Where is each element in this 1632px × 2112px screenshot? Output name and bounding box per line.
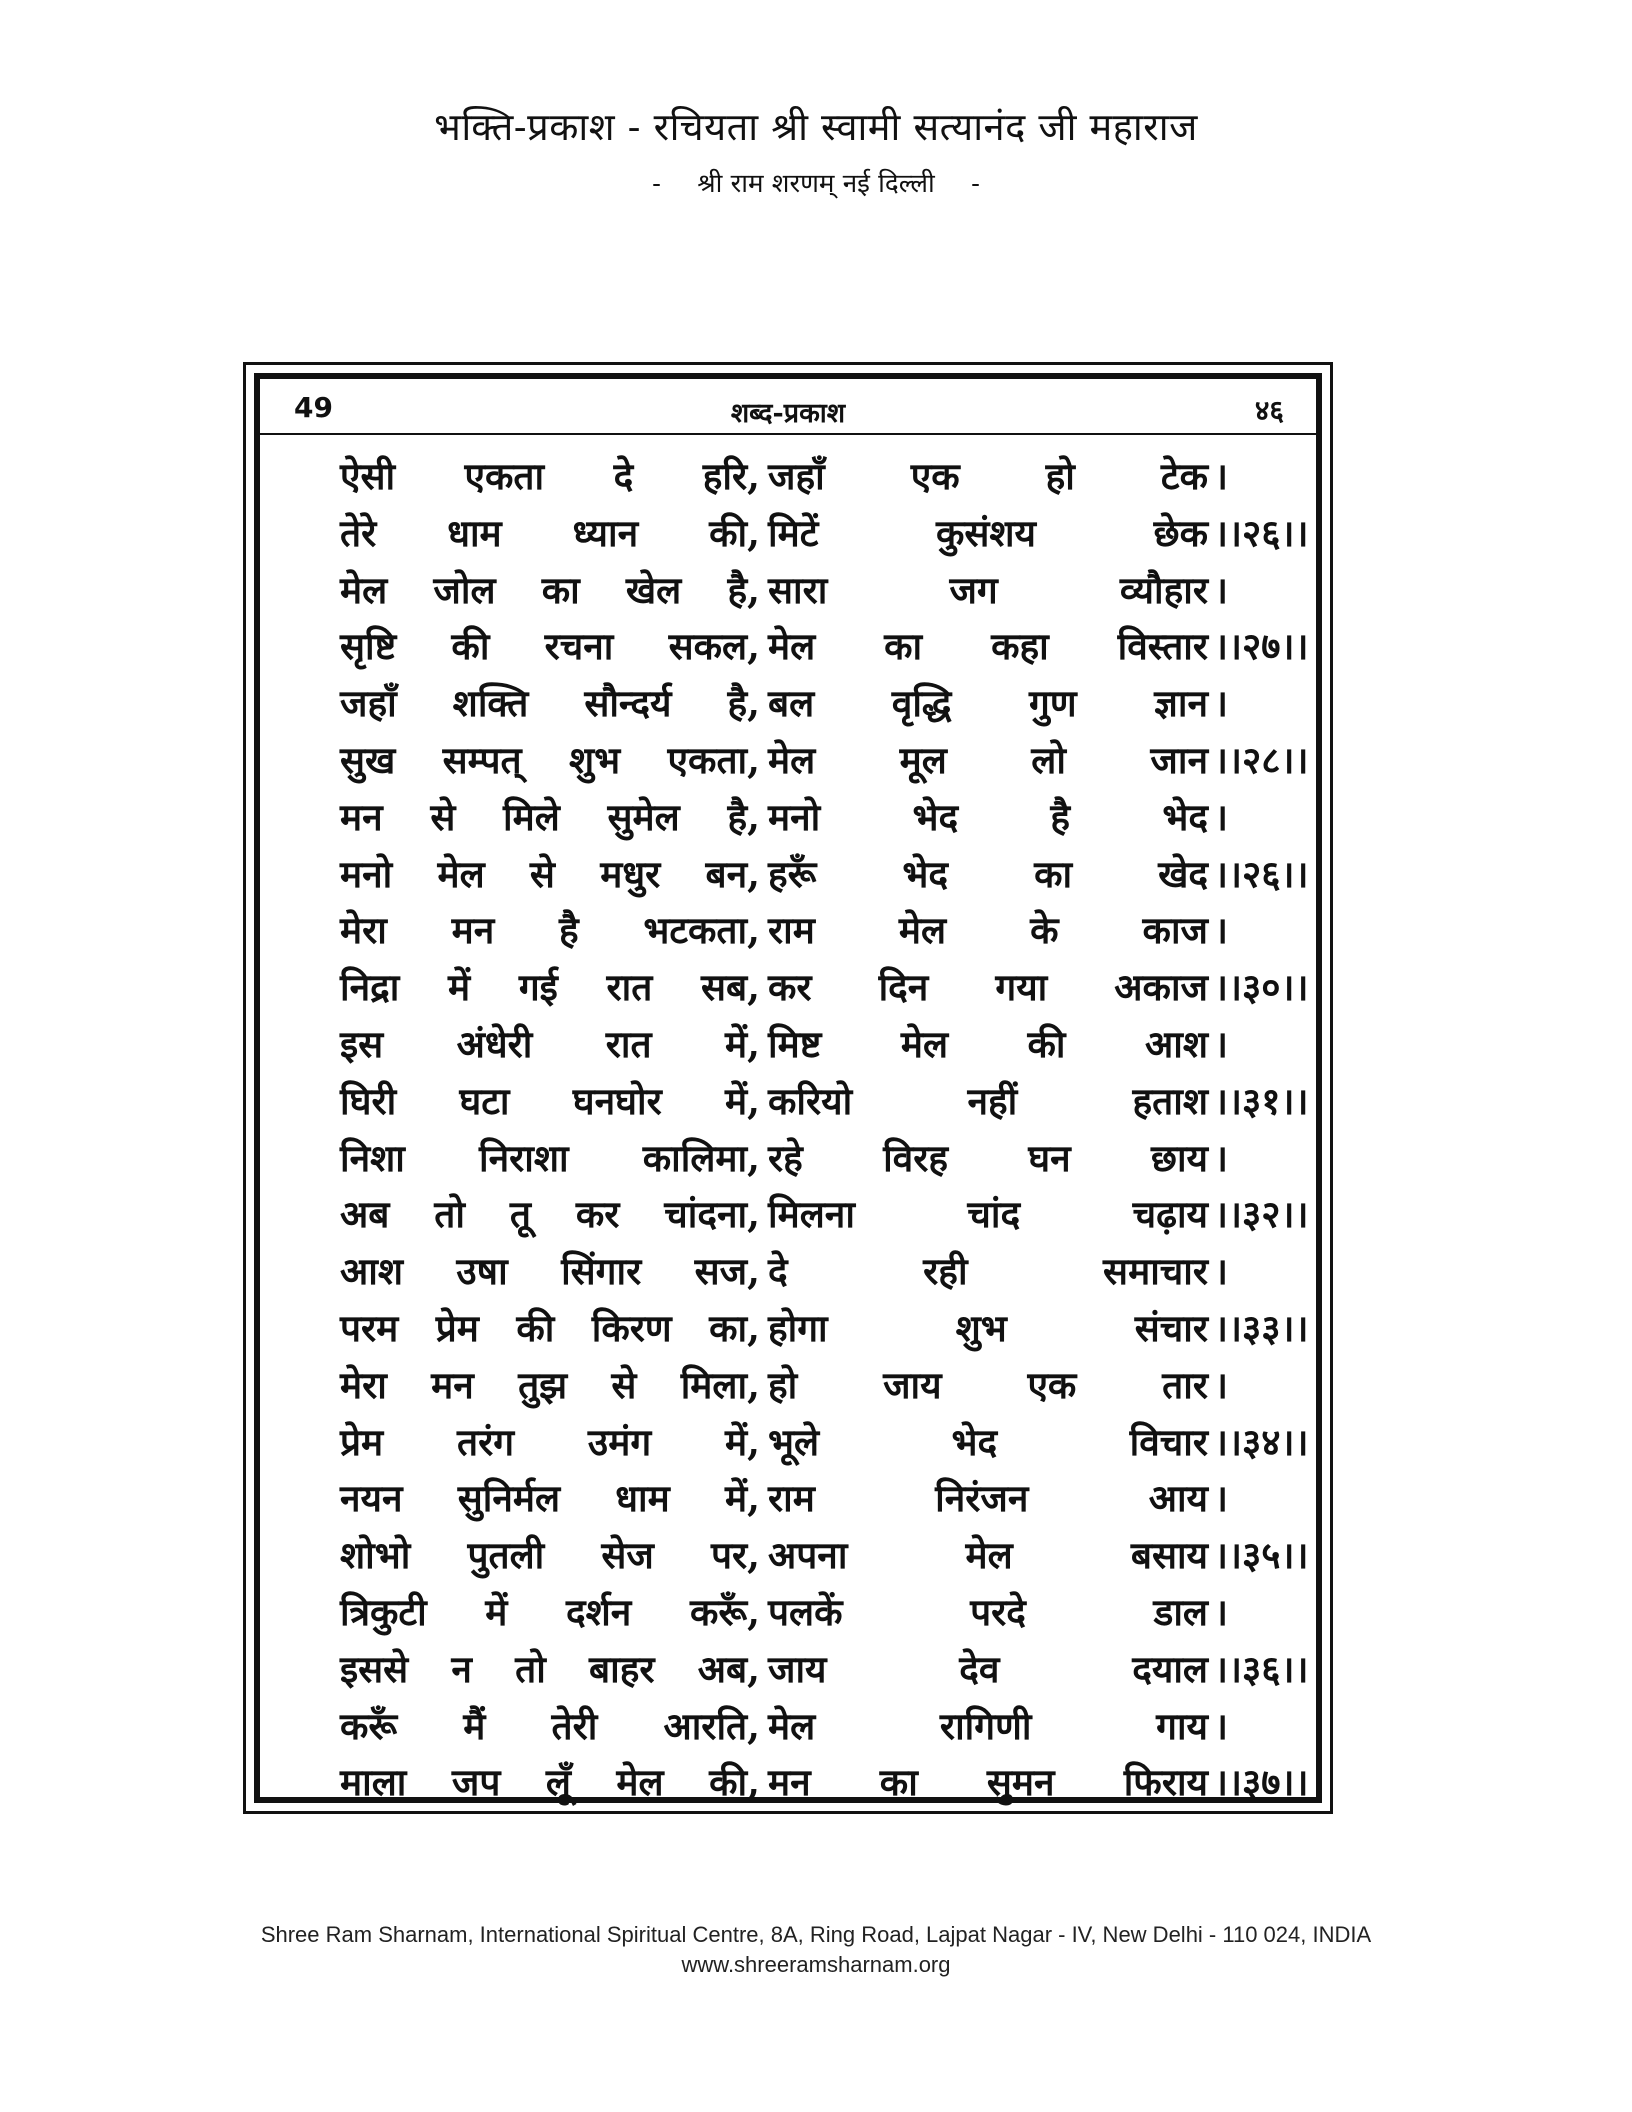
verse-left: सुख सम्पत् शुभ एकता, [340,737,760,782]
verse-left: ऐसी एकता दे हरि, [340,454,760,498]
verse-line [340,1073,1309,1130]
verse-line [340,562,1240,619]
verse-end-mark: ।।३४।। [1214,1419,1309,1464]
verse-left: माला जप लूँ मेल की, [340,1760,760,1805]
verse-line [340,1186,1309,1243]
verse-right: कर दिन गया अकाज [768,965,1208,1010]
verse-line [340,1243,1240,1300]
verse-end-mark: ।।२६।। [1214,510,1309,555]
verse-end-mark: । [1214,1703,1229,1748]
verse-right: मन का सुमन फिराय [768,1760,1208,1805]
verse-line [340,1300,1309,1357]
verse-left: मेरा मन तुझ से मिला, [340,1362,760,1407]
verse-left: मन से मिले सुमेल है, [340,794,760,839]
verse-line [340,618,1309,675]
verse-line [340,1470,1240,1527]
page-number-devanagari: ४६ [1254,394,1284,427]
verse-line [340,846,1309,903]
verse-right: मिलना चांद चढ़ाय [768,1192,1208,1237]
verse-right: जाय देव दयाल [768,1646,1208,1691]
verse-line [340,789,1240,846]
verse-end-mark: । [1214,794,1229,839]
section-title: शब्द-प्रकाश [730,398,846,429]
verse-line [340,505,1309,562]
verse-right: हरूँ भेद का खेद [768,851,1208,896]
verse-line [340,1584,1240,1641]
verse-line [340,959,1309,1016]
header-subtitle-row [0,164,1632,200]
verse-left: त्रिकुटी में दर्शन करूँ, [340,1589,760,1634]
verse-left: तेरे धाम ध्यान की, [340,510,760,555]
verse-end-mark: ।।३५।। [1214,1533,1309,1578]
verse-right: मिटें कुसंशय छेक [768,510,1208,555]
header-title: भक्ति-प्रकाश - रचियता श्री स्वामी सत्यानंद जी महाराज [434,105,1198,149]
verse-line [340,675,1240,732]
running-head [260,385,1316,435]
verse-line [340,902,1240,959]
verse-end-mark: ।।३०।। [1214,965,1309,1010]
verse-end-mark: । [1214,1476,1229,1521]
verse-end-mark: ।।३६।। [1214,1646,1309,1691]
verse-left: आश उषा सिंगार सज, [340,1249,760,1294]
verse-end-mark: । [1214,1362,1229,1407]
verse-end-mark: ।।२६।। [1214,851,1309,896]
verse-end-mark: । [1214,908,1229,953]
verse-end-mark: ।।२७।। [1214,624,1309,669]
verse-right: हो जाय एक तार [768,1362,1208,1407]
verse-end-mark: । [1214,454,1229,498]
verse-right: राम निरंजन आय [768,1476,1208,1521]
verse-line [340,1357,1240,1414]
verse-left: परम प्रेम की किरण का, [340,1305,760,1350]
verse-right: भूले भेद विचार [768,1419,1208,1464]
verse-right: मनो भेद है भेद [768,794,1208,839]
page-number-arabic: 49 [294,391,333,424]
verse-right: मिष्ट मेल की आश [768,1021,1208,1066]
verse-left: इससे न तो बाहर अब, [340,1646,760,1691]
verse-end-mark: । [1214,567,1229,612]
verse-right: दे रही समाचार [768,1249,1208,1294]
verse-end-mark: । [1214,1589,1229,1634]
verse-left: मेल जोल का खेल है, [340,567,760,612]
verse-right: मेल मूल लो जान [768,737,1208,782]
verse-line [340,448,1240,505]
verse-right: मेल का कहा विस्तार [768,624,1208,669]
verse-right: अपना मेल बसाय [768,1533,1208,1578]
verse-right: करियो नहीं हताश [768,1078,1208,1123]
verse-right: राम मेल के काज [768,908,1208,953]
verse-left: शोभो पुतली सेज पर, [340,1533,760,1578]
verse-right: जहाँ एक हो टेक [768,454,1208,498]
verse-end-mark: । [1214,1135,1229,1180]
verse-line [340,1754,1309,1811]
verse-left: अब तो तू कर चांदना, [340,1192,760,1237]
verse-end-mark: ।।३३।। [1214,1305,1309,1350]
verse-left: सृष्टि की रचना सकल, [340,624,760,669]
verse-left: जहाँ शक्ति सौन्दर्य है, [340,681,760,726]
verse-end-mark: ।।३१।। [1214,1078,1309,1123]
verse-line [340,1641,1309,1698]
verse-end-mark: ।।३७।। [1214,1760,1309,1805]
verse-left: मेरा मन है भटकता, [340,908,760,953]
verse-right: बल वृद्धि गुण ज्ञान [768,681,1208,726]
verse-line [340,1130,1240,1187]
verse-left: प्रेम तरंग उमंग में, [340,1419,760,1464]
verse-block [340,448,1309,1811]
verse-right: रहे विरह घन छाय [768,1135,1208,1180]
verse-line [340,732,1309,789]
verse-end-mark: ।।२८।। [1214,737,1309,782]
verse-end-mark: । [1214,681,1229,726]
footer-website[interactable]: www.shreeramsharnam.org [681,1952,951,1977]
header-subtitle: श्री राम शरणम् नई दिल्ली [697,169,935,199]
verse-end-mark: ।।३२।। [1214,1192,1309,1237]
verse-left: निशा निराशा कालिमा, [340,1135,760,1180]
verse-left: मनो मेल से मधुर बन, [340,851,760,896]
verse-right: पलकें परदे डाल [768,1589,1208,1634]
verse-end-mark: । [1214,1021,1229,1066]
header-dash-left: - [652,169,661,199]
verse-left: घिरी घटा घनघोर में, [340,1078,760,1123]
verse-line [340,1527,1309,1584]
verse-end-mark: । [1214,1249,1229,1294]
verse-right: होगा शुभ संचार [768,1305,1208,1350]
verse-left: करूँ मैं तेरी आरति, [340,1703,760,1748]
verse-right: मेल रागिणी गाय [768,1703,1208,1748]
verse-left: नयन सुनिर्मल धाम में, [340,1476,760,1521]
verse-line [340,1016,1240,1073]
verse-line [340,1698,1240,1755]
header-dash-right: - [971,169,980,199]
verse-left: निद्रा में गई रात सब, [340,965,760,1010]
verse-line [340,1414,1309,1471]
verse-left: इस अंधेरी रात में, [340,1021,760,1066]
verse-right: सारा जग व्यौहार [768,567,1208,612]
footer-address: Shree Ram Sharnam, International Spiritual Centre, 8A, Ring Road, Lajpat Nagar - IV, New Delhi - 110 024, INDIA [260,1922,1372,1947]
